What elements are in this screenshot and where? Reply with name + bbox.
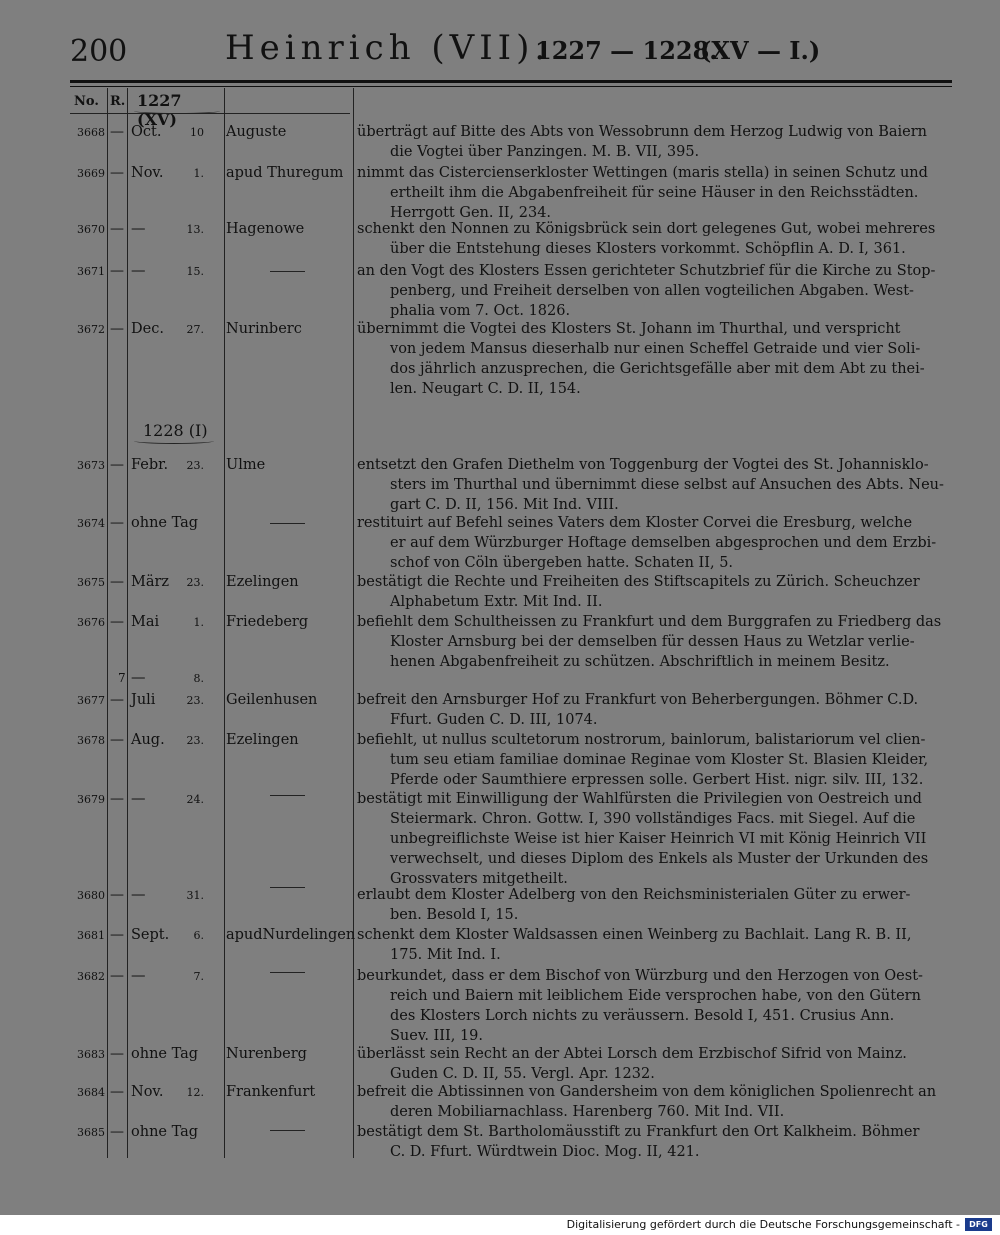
entry-number: 3672 <box>77 323 105 336</box>
r-column-dash: — <box>110 927 124 943</box>
entry-number: 3674 <box>77 517 105 530</box>
column-divider <box>107 88 108 1158</box>
year-heading-1227: 1227 (XV) <box>137 91 182 129</box>
dash-mark <box>270 271 305 272</box>
r-column-dash: — <box>110 1084 124 1100</box>
entry-day: 1. <box>193 616 204 629</box>
header-rule-thick <box>70 80 952 83</box>
entry-number: 3683 <box>77 1048 105 1061</box>
entry-text-line: ben. Besold I, 15. <box>390 907 519 923</box>
entry-text-line: C. D. Ffurt. Würdtwein Dioc. Mog. II, 421. <box>390 1144 700 1160</box>
year-underline <box>134 438 214 444</box>
entry-number: 3682 <box>77 970 105 983</box>
entry-number: 3676 <box>77 616 105 629</box>
entry-month: — <box>131 263 146 279</box>
entry-text <box>357 966 953 1046</box>
header-years: 1227 — 1228. <box>535 36 718 65</box>
entry-day: 23. <box>186 734 204 747</box>
entry-day: 15. <box>186 265 204 278</box>
entry-text-line: restituirt auf Befehl seines Vaters dem Kloster Corvei die Eresburg, welche <box>357 515 913 531</box>
entry-place: Ezelingen <box>226 732 299 748</box>
entry-month: — <box>131 791 146 807</box>
entry-month: Febr. <box>131 457 169 473</box>
r-column-dash: — <box>110 791 124 807</box>
r-column-dash: — <box>110 732 124 748</box>
page-header <box>70 28 950 68</box>
entry-month: Dec. <box>131 321 164 337</box>
entry-month: Oct. <box>131 124 162 140</box>
r-column-dash: — <box>110 263 124 279</box>
r-column-dash: — <box>110 887 124 903</box>
entry-text-line: nimmt das Cistercienserkloster Wettingen (maris stella) in seinen Schutz und <box>357 165 928 181</box>
entry-month: — <box>131 221 146 237</box>
entry-text-line: befreit den Arnsburger Hof zu Frankfurt von Beherbergungen. Böhmer C.D. <box>357 692 919 708</box>
entry-month: Nov. <box>131 165 164 181</box>
footer-credit: Digitalisierung gefördert durch die Deutsche Forschungsgemeinschaft - <box>566 1218 960 1231</box>
year-heading-1228: 1228 (I) <box>143 421 208 440</box>
entry-day: 23. <box>186 459 204 472</box>
entry-text-line: reich und Baiern mit leiblichem Eide versprochen habe, von den Gütern <box>390 988 921 1004</box>
page-title: Heinrich (VII). <box>225 28 551 68</box>
r-column-dash: — <box>110 457 124 473</box>
entry-text-line: 175. Mit Ind. I. <box>390 947 501 963</box>
entry-text-line: schenkt den Nonnen zu Königsbrück sein dort gelegenes Gut, wobei mehreres <box>357 221 936 237</box>
dash-mark <box>270 972 305 973</box>
r-column-dash: — <box>110 574 124 590</box>
entry-day: 12. <box>186 1086 204 1099</box>
entry-text-line: entsetzt den Grafen Diethelm von Toggenburg der Vogtei des St. Johannisklo- <box>357 457 929 473</box>
entry-text <box>357 612 953 672</box>
entry-text-line: bestätigt mit Einwilligung der Wahlfürsten die Privilegien von Oestreich und <box>357 791 922 807</box>
col-head-r: R. <box>110 94 126 109</box>
entry-place: Nurinberc <box>226 321 302 337</box>
entry-day: 10 <box>190 126 204 139</box>
entry-month: Aug. <box>131 732 165 748</box>
dash-mark <box>270 887 305 888</box>
entry-month: Juli <box>131 692 156 708</box>
entry-text-line: verwechselt, und dieses Diplom des Enkels als Muster der Urkunden des <box>390 851 929 867</box>
col-head-no: No. <box>74 94 99 109</box>
entry-text-line: gart C. D. II, 156. Mit Ind. VIII. <box>390 497 619 513</box>
entry-text-line: henen Abgabenfreiheit zu schützen. Abschriftlich in meinem Besitz. <box>390 654 890 670</box>
entry-number: 3675 <box>77 576 105 589</box>
entry-month: — <box>131 968 146 984</box>
entry-number: 3669 <box>77 167 105 180</box>
entry-day: 23. <box>186 694 204 707</box>
entry-month: ohne Tag <box>131 515 199 531</box>
entry-text-line: befiehlt, ut nullus scultetorum nostrorum, bainlorum, balistariorum vel clien- <box>357 732 926 748</box>
entry-number: 3670 <box>77 223 105 236</box>
entry-text-line: deren Mobiliarnachlass. Harenberg 760. Mit Ind. VII. <box>390 1104 785 1120</box>
entry-text-line: Pferde oder Saumthiere erpressen solle. Gerbert Hist. nigr. silv. III, 132. <box>390 772 924 788</box>
entry-number: 3671 <box>77 265 105 278</box>
column-divider <box>224 88 225 1158</box>
entry-month: ohne Tag <box>131 1124 199 1140</box>
entry-text-line: Suev. III, 19. <box>390 1028 484 1044</box>
entry-day: 31. <box>186 889 204 902</box>
entry-day: 1. <box>193 167 204 180</box>
entry-month: März <box>131 574 170 590</box>
entry-text-line: Herrgott Gen. II, 234. <box>390 205 552 221</box>
entry-month: Nov. <box>131 1084 164 1100</box>
entry-text-line: des Klosters Lorch nichts zu veräussern. Besold I, 451. Crusius Ann. <box>390 1008 895 1024</box>
entry-text-line: tum seu etiam familiae dominae Reginae vom Kloster St. Blasien Kleider, <box>390 752 929 768</box>
entry-text-line: von jedem Mansus dieserhalb nur einen Scheffel Getraide und vier Soli- <box>390 341 921 357</box>
entry-text <box>357 789 953 889</box>
entry-day: 27. <box>186 323 204 336</box>
entry-text-line: Guden C. D. II, 55. Vergl. Apr. 1232. <box>390 1066 655 1082</box>
entry-text-line: an den Vogt des Klosters Essen gerichteter Schutzbrief für die Kirche zu Stop- <box>357 263 936 279</box>
entry-text <box>357 572 953 612</box>
entry-text <box>357 1122 953 1162</box>
entry-text-line: phalia vom 7. Oct. 1826. <box>390 303 571 319</box>
entry-text-line: überträgt auf Bitte des Abts von Wessobrunn dem Herzog Ludwig von Baiern <box>357 124 928 140</box>
entry-number: 3685 <box>77 1126 105 1139</box>
entry-text <box>357 219 953 259</box>
entry-number: 3668 <box>77 126 105 139</box>
r-column-dash: — <box>110 515 124 531</box>
entry-month: — <box>131 887 146 903</box>
entry-number: 3679 <box>77 793 105 806</box>
r-column-value: 7 <box>118 671 126 685</box>
r-column-dash: — <box>110 1124 124 1140</box>
dash-mark <box>270 1130 305 1131</box>
footer-bar <box>0 1215 1000 1235</box>
entry-text-line: er auf dem Würzburger Hoftage demselben abgesprochen und dem Erzbi- <box>390 535 937 551</box>
entry-place: Ezelingen <box>226 574 299 590</box>
entry-place: Geilenhusen <box>226 692 318 708</box>
entry-text <box>357 885 953 925</box>
entry-text <box>357 163 953 223</box>
r-column-dash: — <box>110 968 124 984</box>
entry-number: 3681 <box>77 929 105 942</box>
entry-number: 3677 <box>77 694 105 707</box>
entry-text-line: bestätigt die Rechte und Freiheiten des Stiftscapitels zu Zürich. Scheuchzer <box>357 574 920 590</box>
entry-place: Nurenberg <box>226 1046 307 1062</box>
entry-text <box>357 925 953 965</box>
entry-month: — <box>131 670 146 686</box>
entry-text <box>357 261 953 321</box>
entry-text-line: schof von Cöln übergeben hatte. Schaten II, 5. <box>390 555 734 571</box>
entry-text-line: über die Entstehung dieses Klosters vorkommt. Schöpflin A. D. I, 361. <box>390 241 906 257</box>
entry-day: 13. <box>186 223 204 236</box>
r-column-dash: — <box>110 165 124 181</box>
entry-text-line: dos jährlich anzusprechen, die Gerichtsgefälle aber mit dem Abt zu thei- <box>390 361 925 377</box>
entry-place: Auguste <box>226 124 287 140</box>
header-section: (XV — I.) <box>700 36 821 65</box>
entry-text <box>357 1044 953 1084</box>
column-divider <box>353 88 354 1158</box>
r-column-dash: — <box>110 1046 124 1062</box>
entry-day: 8. <box>193 672 204 685</box>
header-rule-thin <box>70 86 952 87</box>
entry-text <box>357 1082 953 1122</box>
entry-text-line: befreit die Abtissinnen von Gandersheim von dem königlichen Spolienrecht an <box>357 1084 937 1100</box>
entry-text <box>357 690 953 730</box>
entry-text-line: schenkt dem Kloster Waldsassen einen Weinberg zu Bachlait. Lang R. B. II, <box>357 927 912 943</box>
entry-text-line: Alphabetum Extr. Mit Ind. II. <box>390 594 603 610</box>
entry-day: 7. <box>193 970 204 983</box>
entry-number: 3680 <box>77 889 105 902</box>
entry-text-line: sters im Thurthal und übernimmt diese selbst auf Ansuchen des Abts. Neu- <box>390 477 944 493</box>
dash-mark <box>270 523 305 524</box>
entry-text-line: übernimmt die Vogtei des Klosters St. Johann im Thurthal, und verspricht <box>357 321 901 337</box>
entry-number: 3684 <box>77 1086 105 1099</box>
entry-text-line: len. Neugart C. D. II, 154. <box>390 381 581 397</box>
entry-day: 6. <box>193 929 204 942</box>
r-column-dash: — <box>110 321 124 337</box>
entry-day: 24. <box>186 793 204 806</box>
entry-place: Ulme <box>226 457 266 473</box>
r-column-dash: — <box>110 614 124 630</box>
entry-text <box>357 730 953 790</box>
entry-text-line: Grossvaters mitgetheilt. <box>390 871 568 887</box>
entry-text-line: erlaubt dem Kloster Adelberg von den Reichsministerialen Güter zu erwer- <box>357 887 911 903</box>
entry-text-line: unbegreiflichste Weise ist hier Kaiser Heinrich VI mit König Heinrich VII <box>390 831 927 847</box>
entry-text <box>357 455 953 515</box>
r-column-dash: — <box>110 692 124 708</box>
entry-text-line: die Vogtei über Panzingen. M. B. VII, 395. <box>390 144 700 160</box>
entry-text-line: Steiermark. Chron. Gottw. I, 390 vollständiges Facs. mit Siegel. Auf die <box>390 811 916 827</box>
entry-place: apudNurdelingen <box>226 927 356 943</box>
entry-place: Frankenfurt <box>226 1084 316 1100</box>
r-column-dash: — <box>110 124 124 140</box>
entry-month: Sept. <box>131 927 170 943</box>
entry-text <box>357 513 953 573</box>
entry-text-line: penberg, und Freiheit derselben von allen vogteilichen Abgaben. West- <box>390 283 914 299</box>
entry-text <box>357 122 953 162</box>
entry-text-line: Ffurt. Guden C. D. III, 1074. <box>390 712 598 728</box>
entry-place: apud Thuregum <box>226 165 344 181</box>
entry-text-line: Kloster Arnsburg bei der demselben für dessen Haus zu Wetzlar verlie- <box>390 634 915 650</box>
entry-text-line: beurkundet, dass er dem Bischof von Würzburg und den Herzogen von Oest- <box>357 968 923 984</box>
dfg-logo: DFG <box>965 1218 992 1231</box>
entry-month: ohne Tag <box>131 1046 199 1062</box>
entry-text-line: befiehlt dem Schultheissen zu Frankfurt und dem Burggrafen zu Friedberg das <box>357 614 942 630</box>
entry-place: Friedeberg <box>226 614 309 630</box>
dash-mark <box>270 795 305 796</box>
year-underline <box>134 108 220 114</box>
entry-place: Hagenowe <box>226 221 305 237</box>
entry-text-line: ertheilt ihm die Abgabenfreiheit für seine Häuser in den Reichsstädten. <box>390 185 919 201</box>
r-column-dash: — <box>110 221 124 237</box>
entry-text <box>357 319 953 399</box>
entry-text-line: überlässt sein Recht an der Abtei Lorsch dem Erzbischof Sifrid von Mainz. <box>357 1046 907 1062</box>
entry-number: 3673 <box>77 459 105 472</box>
column-divider <box>127 88 128 1158</box>
page-number: 200 <box>70 34 128 69</box>
entry-text-line: bestätigt dem St. Bartholomäusstift zu Frankfurt den Ort Kalkheim. Böhmer <box>357 1124 920 1140</box>
entry-month: Mai <box>131 614 160 630</box>
entry-day: 23. <box>186 576 204 589</box>
entry-number: 3678 <box>77 734 105 747</box>
